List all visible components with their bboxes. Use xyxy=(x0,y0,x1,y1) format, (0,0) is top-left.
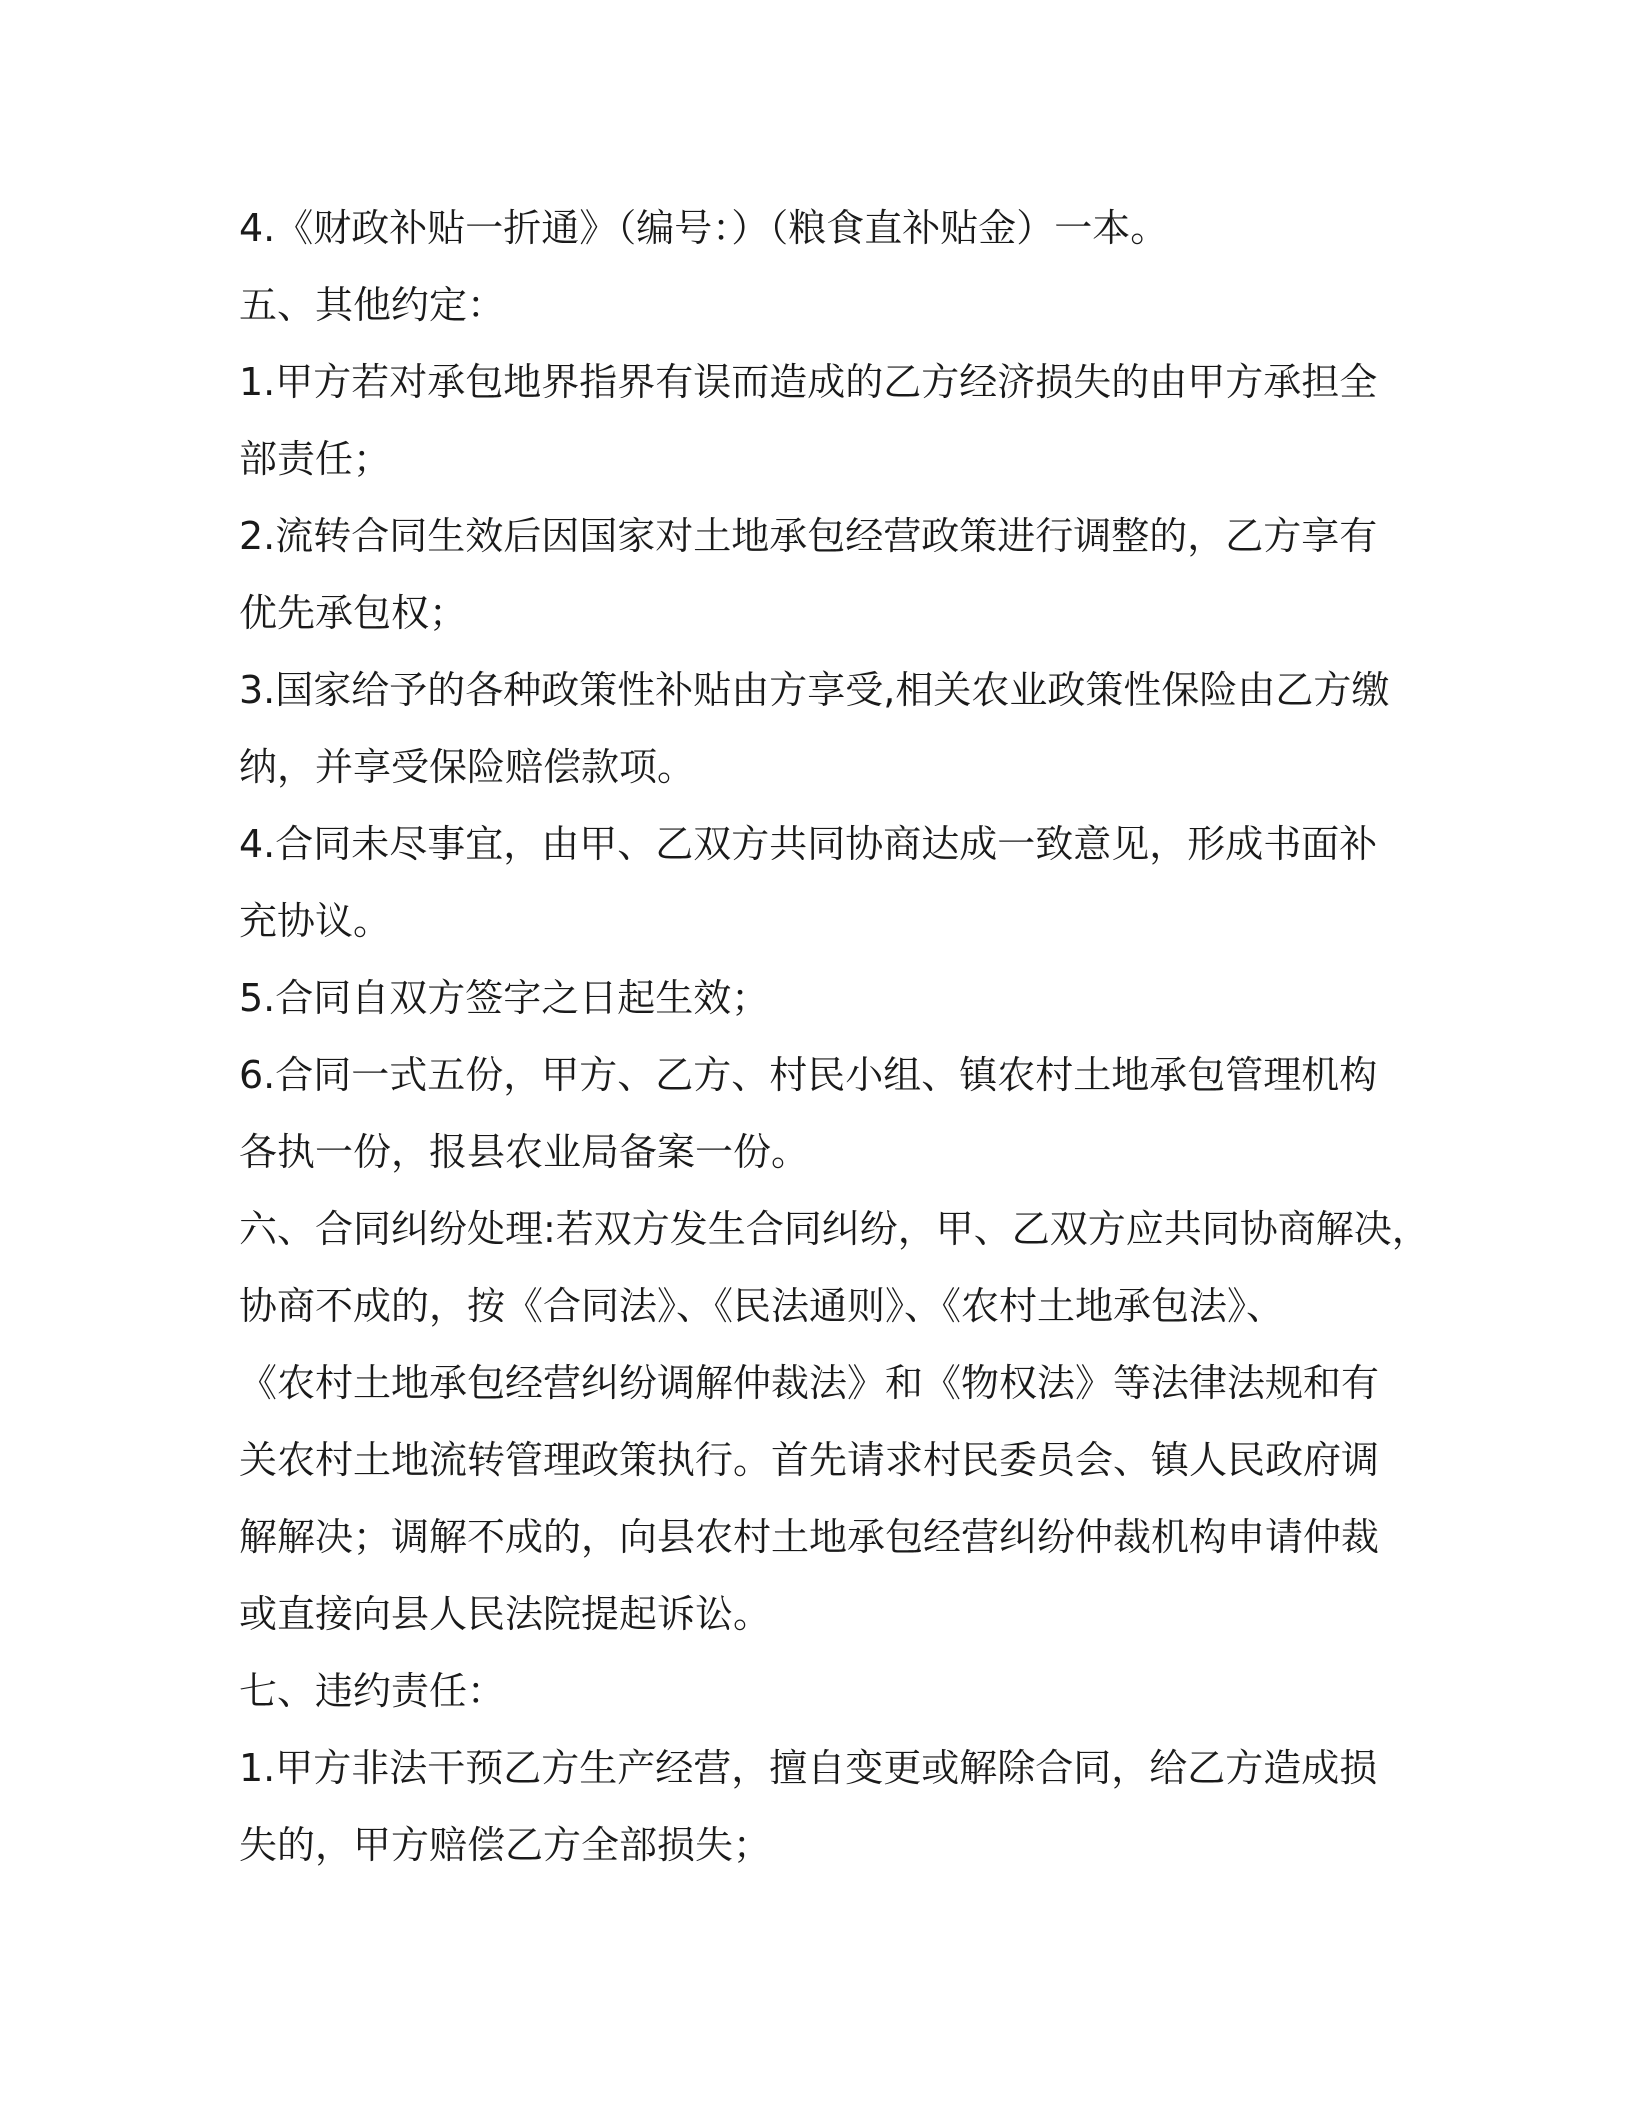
text-line: 充协议。 xyxy=(239,899,392,943)
text-line: 6.合同一式五份，甲方、乙方、村民小组、镇农村土地承包管理机构 xyxy=(239,1053,1378,1097)
section-heading: 五、其他约定： xyxy=(239,283,506,327)
text-line: 失的，甲方赔偿乙方全部损失； xyxy=(239,1823,772,1867)
text-line: 2.流转合同生效后因国家对土地承包经营政策进行调整的，乙方享有 xyxy=(239,514,1378,558)
document-body xyxy=(239,190,1430,1884)
text-line: 各执一份，报县农业局备案一份。 xyxy=(239,1130,810,1174)
text-line: 部责任； xyxy=(239,437,392,481)
text-line: 协商不成的，按《合同法》、《民法通则》、《农村土地承包法》、 xyxy=(239,1284,1285,1328)
text-line: 关农村土地流转管理政策执行。首先请求村民委员会、镇人民政府调 xyxy=(239,1438,1380,1482)
section-heading: 七、违约责任： xyxy=(239,1669,506,1713)
text-line: 1.甲方非法干预乙方生产经营，擅自变更或解除合同，给乙方造成损 xyxy=(239,1746,1378,1790)
text-line: 1.甲方若对承包地界指界有误而造成的乙方经济损失的由甲方承担全 xyxy=(239,360,1378,404)
text-line: 4.《财政补贴一折通》（编号：）（粮食直补贴金）一本。 xyxy=(239,206,1169,250)
text-line: 3.国家给予的各种政策性补贴由方享受,相关农业政策性保险由乙方缴 xyxy=(239,668,1390,712)
text-line: 纳，并享受保险赔偿款项。 xyxy=(239,745,696,789)
text-line: 优先承包权； xyxy=(239,591,468,635)
text-line: 解解决；调解不成的，向县农村土地承包经营纠纷仲裁机构申请仲裁 xyxy=(239,1515,1380,1559)
text-line: 5.合同自双方签字之日起生效； xyxy=(239,976,770,1020)
text-line: 《农村土地承包经营纠纷调解仲裁法》和《物权法》等法律法规和有 xyxy=(239,1361,1380,1405)
text-line: 4.合同未尽事宜，由甲、乙双方共同协商达成一致意见，形成书面补 xyxy=(239,822,1378,866)
text-line: 或直接向县人民法院提起诉讼。 xyxy=(239,1592,772,1636)
section-heading: 六、合同纠纷处理:若双方发生合同纠纷，甲、乙双方应共同协商解决， xyxy=(239,1207,1430,1251)
